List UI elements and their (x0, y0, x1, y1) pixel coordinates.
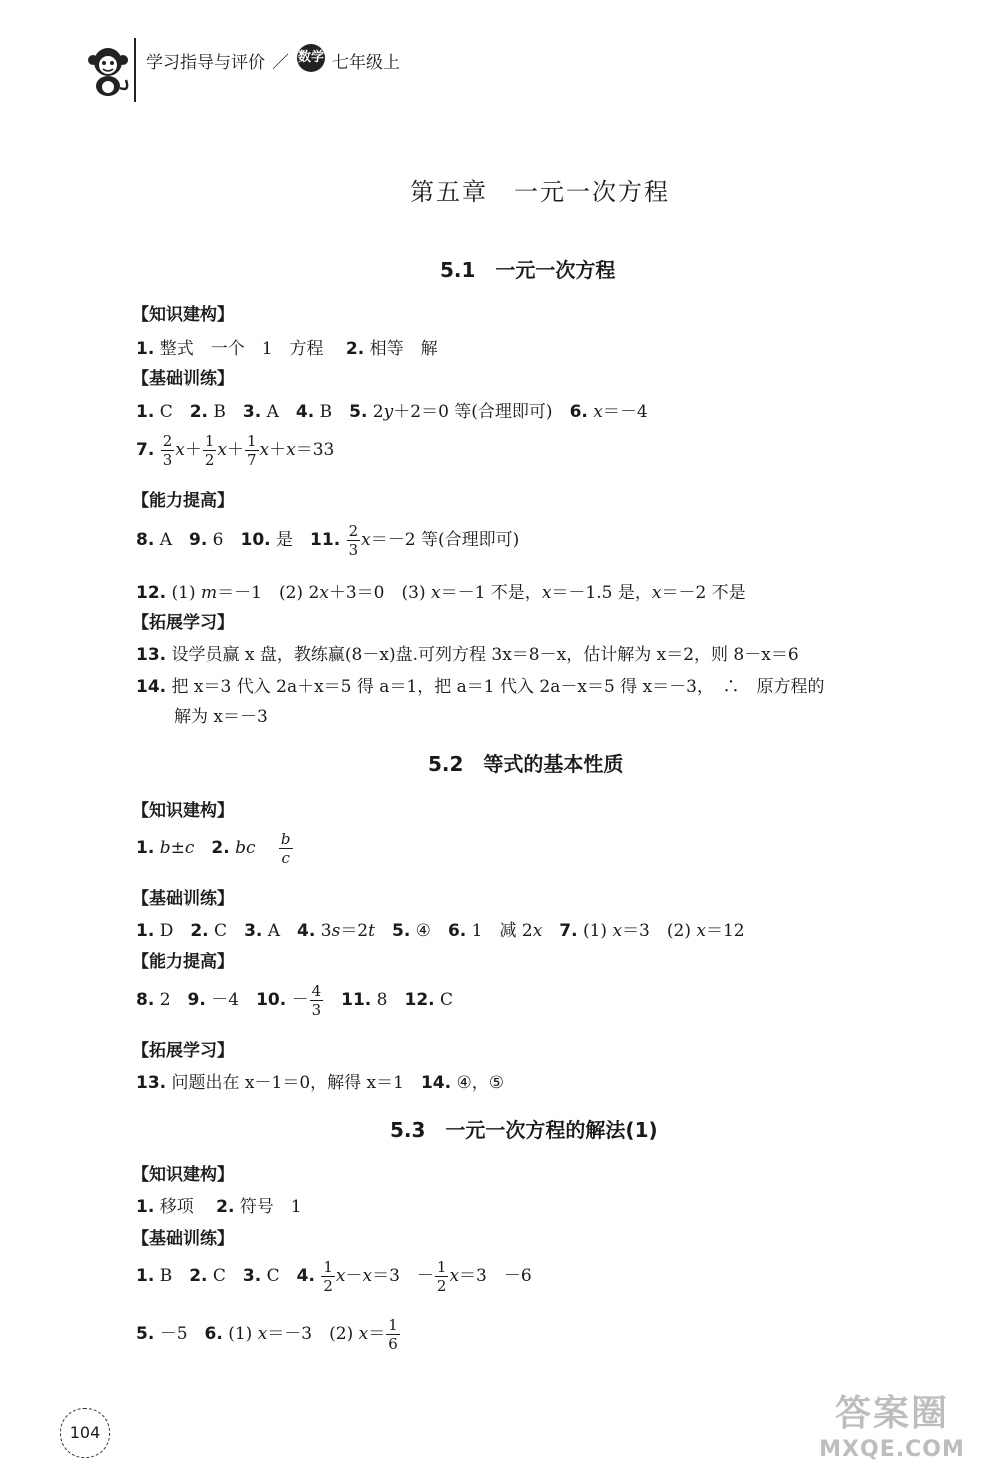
label-basic-training: 【基础训练】 (132, 1229, 234, 1249)
fraction: $\frac{1}{6}$ (388, 1316, 398, 1353)
label-extension: 【拓展学习】 (132, 1041, 234, 1061)
answer-line: 1. 整式 一个 1 方程 2. 相等 解 (136, 339, 438, 359)
answer-line: 13. 问题出在 x－1＝0，解得 x＝1 14. ④，⑤ (136, 1073, 504, 1093)
fraction: $\frac{b}{c}$ (280, 830, 291, 867)
answer-line: 1. D 2. C 3. A 4. 3s＝2t 5. ④ 6. 1 减 2x 7. (1) x＝3 (2) x＝12 (136, 921, 745, 941)
slash-divider: ／ (272, 53, 289, 73)
subject-badge: 数学 (297, 44, 325, 72)
label-knowledge: 【知识建构】 (132, 801, 234, 821)
answer-line: 8. 2 9. －4 10. － $\frac{4}{3}$ 11. 8 12. C (136, 982, 454, 1019)
section-title-5-1: 5.1 一元一次方程 (440, 258, 616, 282)
answer-line: 13. 设学员赢 x 盘，教练赢(8－x)盘.可列方程 3x＝8－x，估计解为 x＝2，则 8－x＝6 (136, 645, 799, 665)
label-basic-training: 【基础训练】 (132, 889, 234, 909)
answer-text: 相等 解 (369, 339, 438, 359)
fraction: $\frac{2}{3}$ (162, 432, 173, 469)
page-header (0, 0, 1000, 110)
chapter-title: 第五章 一元一次方程 (410, 178, 670, 206)
section-title-5-3: 5.3 一元一次方程的解法(1) (390, 1118, 658, 1142)
watermark-bottom: MXQE.COM (819, 1437, 965, 1462)
answer-line: 8. A 9. 6 10. 是 11. $\frac{2}{3}$ x＝－2 等(合理即可) (136, 522, 520, 559)
answer-line: 1. B 2. C 3. C 4. $\frac{1}{2}$ x－x＝3 － $\frac{1}{2}$ x＝3 －6 (136, 1258, 532, 1295)
label-knowledge: 【知识建构】 (132, 305, 234, 325)
label-basic-training: 【基础训练】 (132, 369, 234, 389)
answer-text: 整式 一个 1 方程 (159, 339, 324, 359)
header-divider (134, 38, 136, 102)
grade-label: 七年级上 (332, 53, 400, 73)
fraction: $\frac{1}{2}$ (323, 1258, 333, 1295)
fraction: $\frac{4}{3}$ (311, 982, 322, 1019)
answer-text: 设学员赢 x 盘，教练赢(8－x)盘.可列方程 3x＝8－x，估计解为 x＝2，则 8－x＝6 (171, 645, 799, 665)
fraction: $\frac{1}{7}$ (246, 432, 257, 469)
label-ability: 【能力提高】 (132, 491, 234, 511)
answer-line: 14. 把 x＝3 代入 2a＋x＝5 得 a＝1，把 a＝1 代入 2a－x＝5 得 x＝－3， ∴ 原方程的 (136, 677, 825, 697)
label-ability: 【能力提高】 (132, 952, 234, 972)
label-extension: 【拓展学习】 (132, 613, 234, 633)
section-title-5-2: 5.2 等式的基本性质 (428, 752, 624, 776)
answer-line-continued: 解为 x＝－3 (174, 707, 268, 727)
answer-line: 1. C 2. B 3. A 4. B 5. 2y＋2＝0 等(合理即可) 6. x＝－4 (136, 402, 648, 422)
fraction: $\frac{1}{2}$ (436, 1258, 447, 1295)
answer-line: 1. 移项 2. 符号 1 (136, 1197, 302, 1217)
page-number: 104 (60, 1408, 110, 1458)
answer-text: 符号 1 (239, 1197, 302, 1217)
answer-line: 1. b±c 2. bc $\frac{b}{c}$ (136, 830, 291, 867)
fraction: $\frac{1}{2}$ (204, 432, 215, 469)
answer-text: 移项 (159, 1197, 194, 1217)
answer-line: 5. －5 6. (1) x＝－3 (2) x＝ $\frac{1}{6}$ (136, 1316, 398, 1353)
watermark-top: 答案圈 (834, 1393, 949, 1434)
label-knowledge: 【知识建构】 (132, 1165, 234, 1185)
answer-text: 问题出在 x－1＝0，解得 x＝1 (171, 1073, 404, 1093)
answer-line: 7. $\frac{2}{3}$ x＋ $\frac{1}{2}$ x＋ $\frac{1}{7}$ x＋x＝33 (136, 432, 335, 469)
monkey-mascot-icon (84, 42, 132, 98)
fraction: $\frac{2}{3}$ (348, 522, 359, 559)
book-title: 学习指导与评价 (146, 53, 265, 73)
answer-line: 12. (1) m＝－1 (2) 2x＋3＝0 (3) x＝－1 不是，x＝－1.5 是，x＝－2 不是 (136, 583, 746, 603)
answer-text: 把 x＝3 代入 2a＋x＝5 得 a＝1，把 a＝1 代入 2a－x＝5 得 x＝－3， ∴ 原方程的 (171, 677, 825, 697)
watermark-logo (808, 1392, 976, 1472)
